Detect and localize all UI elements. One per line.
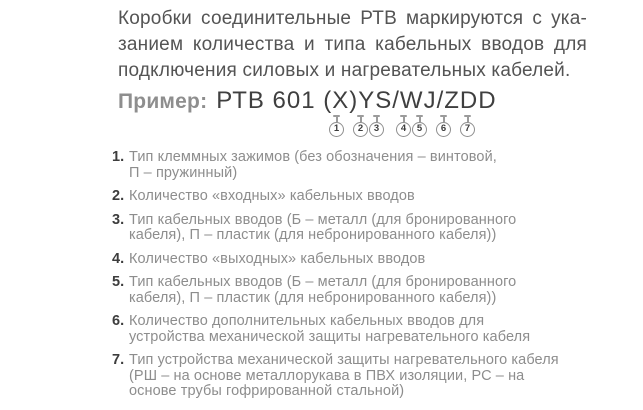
callout-marker-7 xyxy=(459,115,476,137)
legend-item-1 xyxy=(112,150,587,181)
legend-item-5 xyxy=(112,275,587,306)
legend-item-2 xyxy=(112,189,587,205)
legend-item-line: устройства механической защиты нагревательного кабеля xyxy=(129,328,531,345)
example-row xyxy=(118,87,587,114)
callout-marker-4 xyxy=(395,115,412,137)
legend-item-line: Тип кабельных вводов (Б – металл (для бронированного xyxy=(129,274,517,290)
callout-marker-5 xyxy=(411,115,428,137)
intro-line-2: занием количества и типа кабельных вводов для xyxy=(118,34,587,55)
legend-item-number: 7. xyxy=(112,352,125,368)
callout-marker-6 xyxy=(435,115,452,137)
legend-item-line: Тип клеммных зажимов (без обозначения – винтовой, xyxy=(129,149,497,165)
legend-item-number: 1. xyxy=(112,149,125,165)
callout-number-1: 1 xyxy=(329,122,344,137)
intro-line-3: подключения силовых и нагревательных кабелей. xyxy=(118,60,571,81)
callout-number-3: 3 xyxy=(369,122,384,137)
legend-item-number: 6. xyxy=(112,313,125,329)
callout-number-7: 7 xyxy=(460,122,475,137)
callout-number-4: 4 xyxy=(396,122,411,137)
legend-item-line: Количество «входных» кабельных вводов xyxy=(129,188,415,204)
legend-list xyxy=(112,150,587,400)
legend-item-line: Количество «выходных» кабельных вводов xyxy=(129,250,426,267)
callout-number-6: 6 xyxy=(436,122,451,137)
callout-marker-1 xyxy=(328,115,345,137)
intro-line-1: Коробки соединительные РТВ маркируются с ука- xyxy=(118,8,587,29)
legend-item-line: Тип кабельных вводов (Б – металл (для бронированного xyxy=(129,211,517,228)
legend-item-line: Тип устройства механической защиты нагревательного кабеля xyxy=(129,352,559,368)
legend-item-line: кабеля), П – пластик (для небронированного кабеля)) xyxy=(129,289,497,306)
legend-item-4 xyxy=(112,252,587,268)
legend-item-number: 2. xyxy=(112,188,125,204)
legend-item-6 xyxy=(112,314,587,345)
intro-paragraph xyxy=(118,6,587,84)
legend-item-7 xyxy=(112,353,587,400)
legend-item-line: П – пружинный) xyxy=(129,164,238,181)
legend-item-line: (РШ – на основе металлорукава в ПВХ изоляции, РС – на xyxy=(129,367,525,384)
legend-item-line: кабеля), П – пластик (для небронированного кабеля)) xyxy=(129,227,497,243)
callout-marker-3 xyxy=(368,115,385,137)
example-label: Пример: xyxy=(118,90,208,113)
legend-item-number: 5. xyxy=(112,274,125,290)
callout-marker-2 xyxy=(352,115,369,137)
callout-number-2: 2 xyxy=(353,122,368,137)
legend-item-number: 4. xyxy=(112,250,125,267)
legend-item-3 xyxy=(112,213,587,244)
legend-item-line: Количество дополнительных кабельных вводов для xyxy=(129,313,485,329)
callout-number-5: 5 xyxy=(412,122,427,137)
legend-item-number: 3. xyxy=(112,211,125,228)
example-marking-code: РТВ 601 (X)YS/WJ/ZDD xyxy=(216,87,497,114)
legend-item-line: основе трубы гофрированной стальной) xyxy=(129,383,405,399)
callout-row xyxy=(118,114,587,141)
